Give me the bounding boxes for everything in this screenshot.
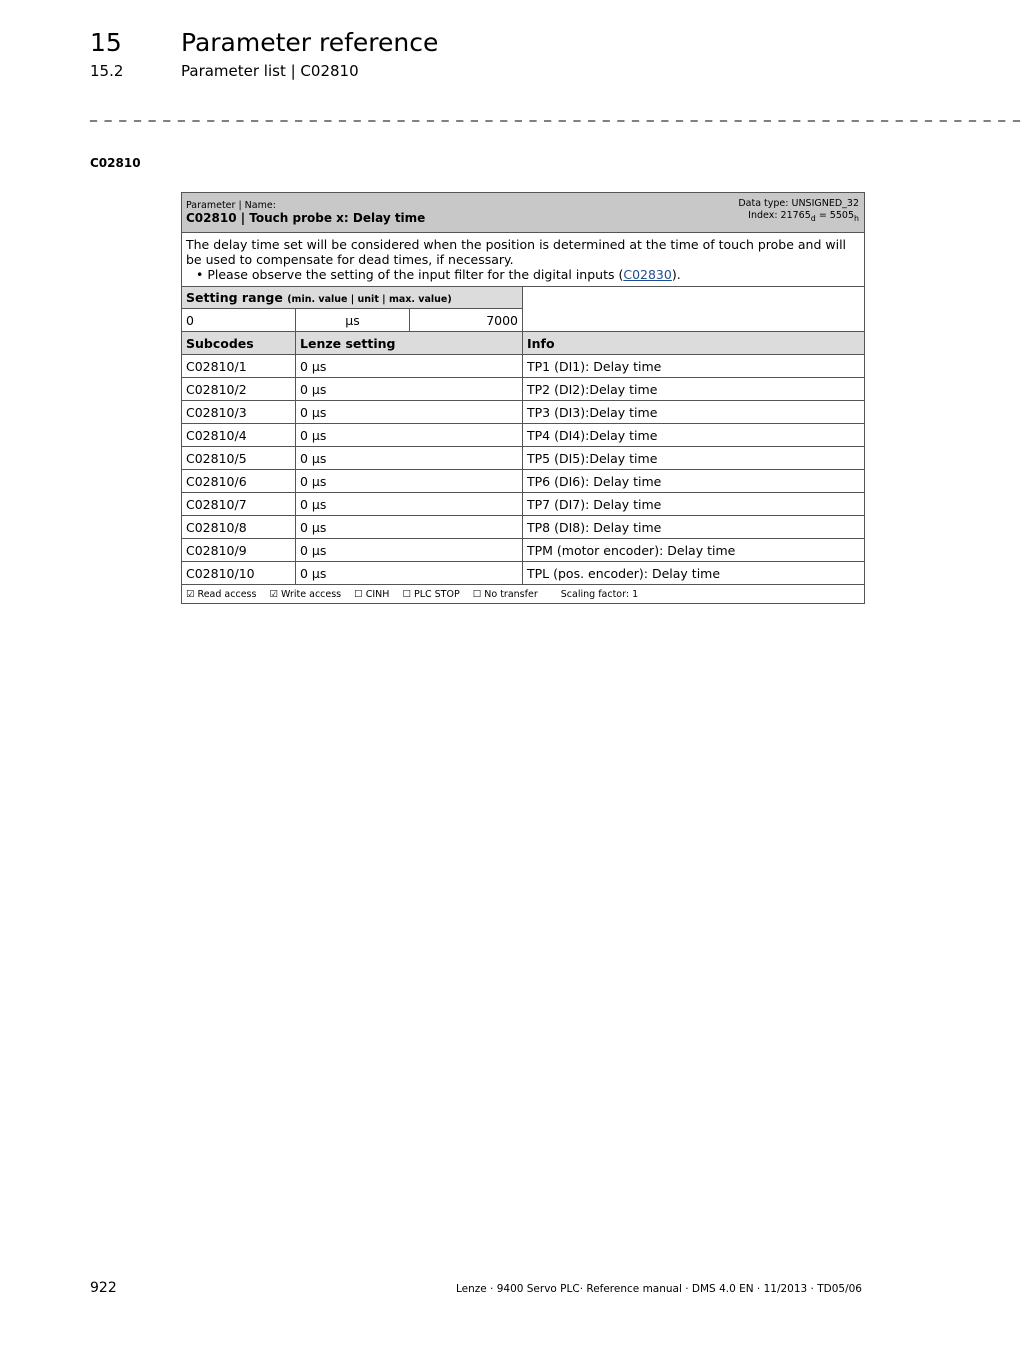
info: TP1 (DI1): Delay time xyxy=(523,355,865,378)
col-subcodes: Subcodes xyxy=(182,332,296,355)
parameter-label: Parameter | Name: xyxy=(186,200,276,211)
parameter-name: C02810 | Touch probe x: Delay time xyxy=(186,211,426,225)
subcode: C02810/6 xyxy=(182,470,296,493)
col-info: Info xyxy=(523,332,865,355)
subcode: C02810/8 xyxy=(182,516,296,539)
info: TP6 (DI6): Delay time xyxy=(523,470,865,493)
scaling-factor: Scaling factor: 1 xyxy=(560,588,639,600)
no-transfer: ☐ No transfer xyxy=(472,588,538,600)
lenze-setting: 0 µs xyxy=(296,424,523,447)
table-row xyxy=(182,539,865,562)
lenze-setting: 0 µs xyxy=(296,516,523,539)
cinh: ☐ CINH xyxy=(354,588,390,600)
table-row xyxy=(182,493,865,516)
subcode: C02810/5 xyxy=(182,447,296,470)
table-row xyxy=(182,424,865,447)
parameter-heading: C02810 xyxy=(90,156,141,170)
plc-stop: ☐ PLC STOP xyxy=(402,588,460,600)
info: TP7 (DI7): Delay time xyxy=(523,493,865,516)
chapter-title: Parameter reference xyxy=(181,28,439,57)
section-number: 15.2 xyxy=(90,62,124,80)
access-footer xyxy=(182,585,865,604)
setting-range-blank xyxy=(523,287,865,332)
lenze-setting: 0 µs xyxy=(296,470,523,493)
table-row xyxy=(182,378,865,401)
range-unit: µs xyxy=(296,309,410,332)
description-text: The delay time set will be considered when the position is determined at the time of touch probe and will be used to compensate for dead times, if necessary. xyxy=(186,237,847,267)
info: TP2 (DI2):Delay time xyxy=(523,378,865,401)
subcode: C02810/7 xyxy=(182,493,296,516)
subcode: C02810/9 xyxy=(182,539,296,562)
lenze-setting: 0 µs xyxy=(296,401,523,424)
info: TPL (pos. encoder): Delay time xyxy=(523,562,865,585)
description-bullet: • Please observe the setting of the input filter for the digital inputs (C02830). xyxy=(196,267,681,282)
info: TPM (motor encoder): Delay time xyxy=(523,539,865,562)
c02830-link[interactable]: C02830 xyxy=(623,267,672,282)
page-footer: Lenze · 9400 Servo PLC· Reference manual · DMS 4.0 EN · 11/2013 · TD05/06 xyxy=(455,1283,862,1295)
range-min: 0 xyxy=(182,309,296,332)
subcode: C02810/2 xyxy=(182,378,296,401)
lenze-setting: 0 µs xyxy=(296,539,523,562)
parameter-index: Index: $21765_d = 5505_h$ xyxy=(748,210,860,223)
subcode: C02810/10 xyxy=(182,562,296,585)
parameter-description xyxy=(182,233,865,287)
chapter-number: 15 xyxy=(90,28,122,57)
table-row xyxy=(182,470,865,493)
setting-range-header: Setting range (min. value | unit | max. value) xyxy=(182,287,523,309)
info: TP8 (DI8): Delay time xyxy=(523,516,865,539)
data-type: Data type: UNSIGNED_32 xyxy=(738,198,860,209)
lenze-setting: 0 µs xyxy=(296,355,523,378)
parameter-meta xyxy=(738,198,859,225)
table-row xyxy=(182,401,865,424)
lenze-setting: 0 µs xyxy=(296,447,523,470)
range-max: 7000 xyxy=(410,309,523,332)
section-title: Parameter list | C02810 xyxy=(181,62,359,80)
parameter-header xyxy=(182,193,865,233)
table-row xyxy=(182,516,865,539)
lenze-setting: 0 µs xyxy=(296,378,523,401)
subcode: C02810/1 xyxy=(182,355,296,378)
table-row xyxy=(182,447,865,470)
info: TP4 (DI4):Delay time xyxy=(523,424,865,447)
header-divider: _ _ _ _ _ _ _ _ _ _ _ _ _ _ _ _ _ _ _ _ _ _ _ _ _ _ _ _ _ _ _ _ _ _ _ _ _ _ _ _ _ _ _ _ _ _ _ _ _ _ _ _ _ _ _ _ _ _ _ _ _ _ _ _ xyxy=(90,106,1022,122)
table-row xyxy=(182,355,865,378)
subcode: C02810/3 xyxy=(182,401,296,424)
lenze-setting: 0 µs xyxy=(296,562,523,585)
page-number: 922 xyxy=(90,1280,117,1296)
lenze-setting: 0 µs xyxy=(296,493,523,516)
subcode: C02810/4 xyxy=(182,424,296,447)
info: TP3 (DI3):Delay time xyxy=(523,401,865,424)
table-row xyxy=(182,562,865,585)
col-lenze-setting: Lenze setting xyxy=(296,332,523,355)
info: TP5 (DI5):Delay time xyxy=(523,447,865,470)
write-access: ☑ Write access xyxy=(269,588,342,600)
read-access: ☑ Read access xyxy=(186,588,257,600)
parameter-table xyxy=(181,192,865,604)
